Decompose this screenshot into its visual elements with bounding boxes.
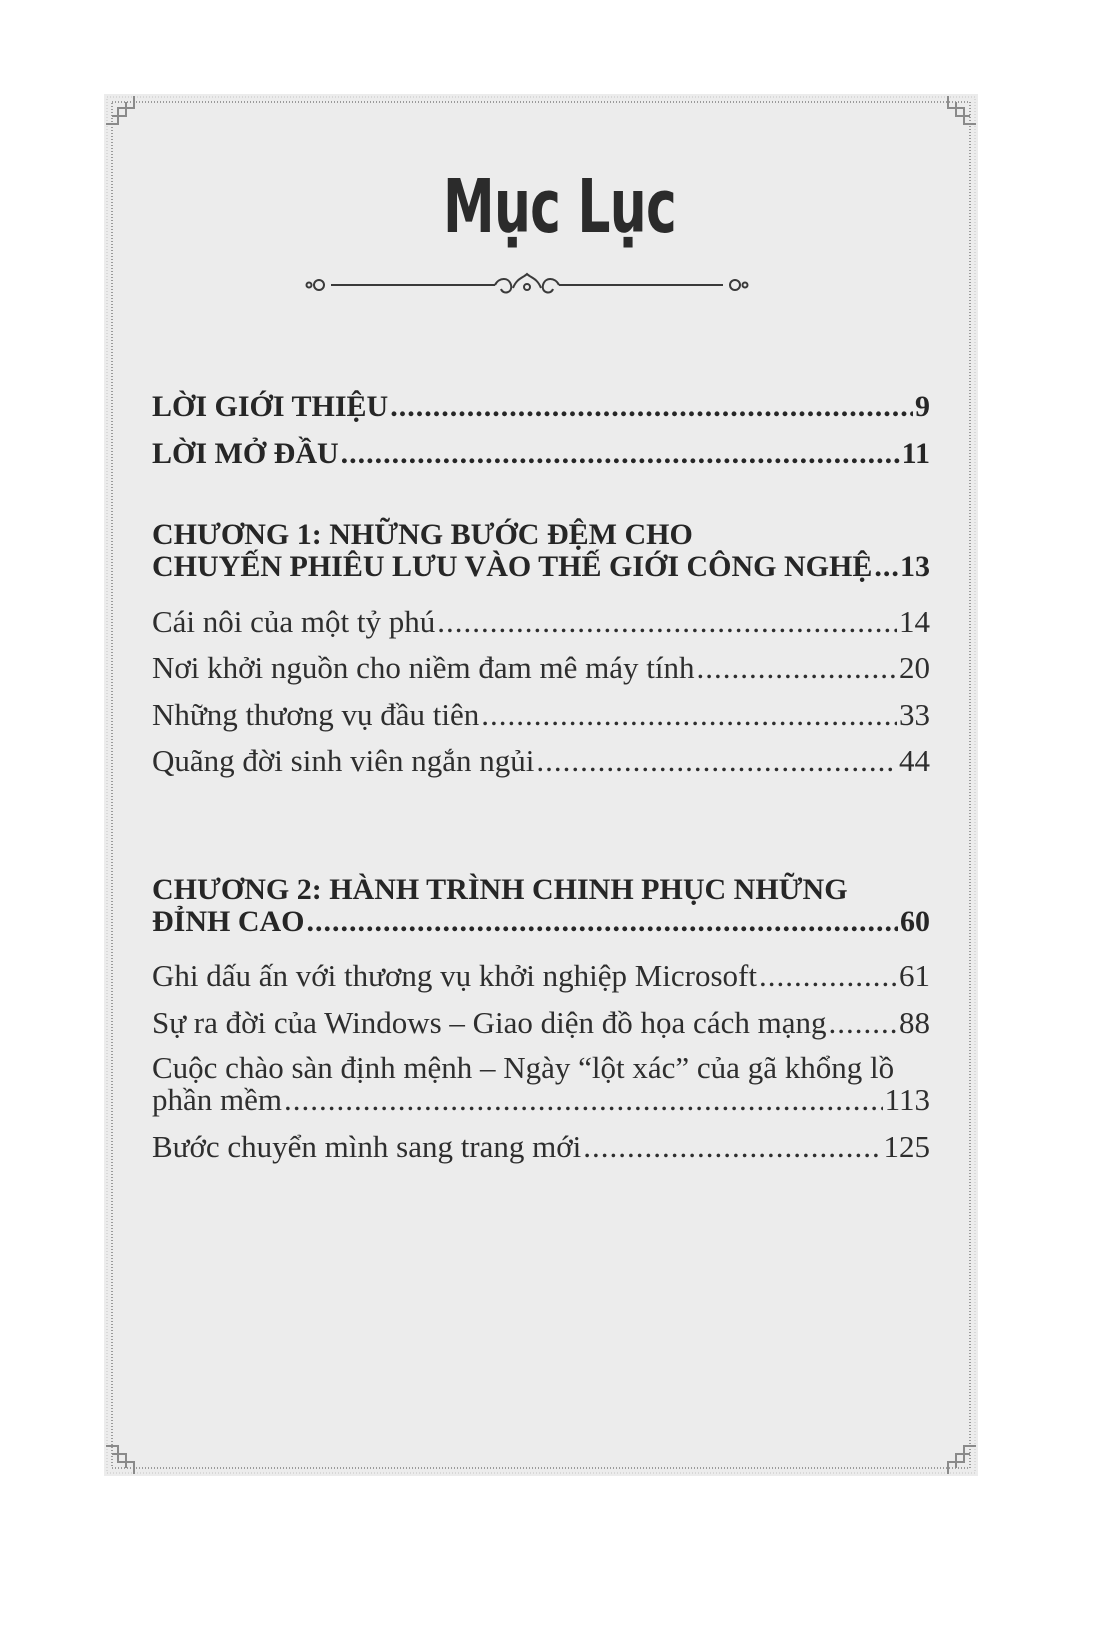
toc-chapter-1[interactable] bbox=[152, 519, 930, 583]
chapter-title-line-2: ĐỈNH CAO bbox=[152, 905, 305, 938]
dot-leader bbox=[828, 1005, 897, 1041]
page-number: 13 bbox=[900, 550, 930, 583]
toc-section-label-line-2: phần mềm bbox=[152, 1082, 282, 1117]
page-number: 33 bbox=[899, 697, 930, 732]
toc-entry-preface[interactable] bbox=[152, 437, 930, 471]
dot-leader bbox=[341, 437, 900, 471]
dot-leader bbox=[437, 604, 897, 640]
toc-section[interactable] bbox=[152, 697, 930, 733]
page-number: 11 bbox=[901, 437, 930, 470]
dot-leader bbox=[481, 697, 897, 733]
page-number: 44 bbox=[899, 743, 930, 778]
toc-section[interactable] bbox=[152, 650, 930, 686]
toc-section[interactable] bbox=[152, 1129, 930, 1165]
toc-section[interactable] bbox=[152, 1052, 930, 1116]
toc-section[interactable] bbox=[152, 958, 930, 994]
toc-entry-intro[interactable] bbox=[152, 390, 930, 424]
dot-leader bbox=[390, 390, 913, 424]
toc-section-label: Sự ra đời của Windows – Giao diện đồ họa cách mạng bbox=[152, 1005, 827, 1040]
dot-leader bbox=[583, 1129, 881, 1165]
toc-chapter-2[interactable] bbox=[152, 874, 930, 938]
dot-leader bbox=[284, 1084, 883, 1116]
page-number: 20 bbox=[899, 650, 930, 685]
dot-leader bbox=[307, 906, 898, 938]
page-number: 61 bbox=[899, 958, 930, 993]
toc-section-label: Quãng đời sinh viên ngắn ngủi bbox=[152, 743, 535, 778]
dot-leader bbox=[759, 958, 897, 994]
toc-section-label: Cái nôi của một tỷ phú bbox=[152, 604, 436, 639]
toc-section-label: Nơi khởi nguồn cho niềm đam mê máy tính bbox=[152, 650, 695, 685]
dot-leader bbox=[536, 743, 897, 779]
page-frame bbox=[104, 94, 978, 1476]
toc-section[interactable] bbox=[152, 604, 930, 640]
page-number: 88 bbox=[899, 1005, 930, 1040]
chapter-title-line-1: CHƯƠNG 2: HÀNH TRÌNH CHINH PHỤC NHỮNG bbox=[152, 873, 848, 906]
toc-entry-label: LỜI GIỚI THIỆU bbox=[152, 390, 389, 423]
dot-leader bbox=[874, 551, 898, 583]
toc-section[interactable] bbox=[152, 1005, 930, 1041]
toc-section-label-line-1: Cuộc chào sàn định mệnh – Ngày “lột xác” của gã khổng lồ bbox=[152, 1050, 895, 1085]
page-number: 14 bbox=[899, 604, 930, 639]
page-number: 9 bbox=[915, 390, 930, 423]
title-divider-ornament bbox=[305, 272, 749, 298]
chapter-title-line-2: CHUYẾN PHIÊU LƯU VÀO THẾ GIỚI CÔNG NGHỆ bbox=[152, 550, 873, 583]
toc-section-label: Ghi dấu ấn với thương vụ khởi nghiệp Microsoft bbox=[152, 958, 757, 993]
toc-section-label: Bước chuyển mình sang trang mới bbox=[152, 1129, 582, 1164]
toc-section-label: Những thương vụ đầu tiên bbox=[152, 697, 480, 732]
page-title: Mục Lục bbox=[443, 164, 676, 250]
decorative-border bbox=[104, 94, 978, 1476]
page-number: 113 bbox=[884, 1082, 930, 1117]
toc-entry-label: LỜI MỞ ĐẦU bbox=[152, 437, 339, 470]
page-number: 60 bbox=[900, 905, 930, 938]
chapter-title-line-1: CHƯƠNG 1: NHỮNG BƯỚC ĐỆM CHO bbox=[152, 518, 693, 551]
page-number: 125 bbox=[883, 1129, 930, 1164]
dot-leader bbox=[697, 650, 898, 686]
toc-section[interactable] bbox=[152, 743, 930, 779]
